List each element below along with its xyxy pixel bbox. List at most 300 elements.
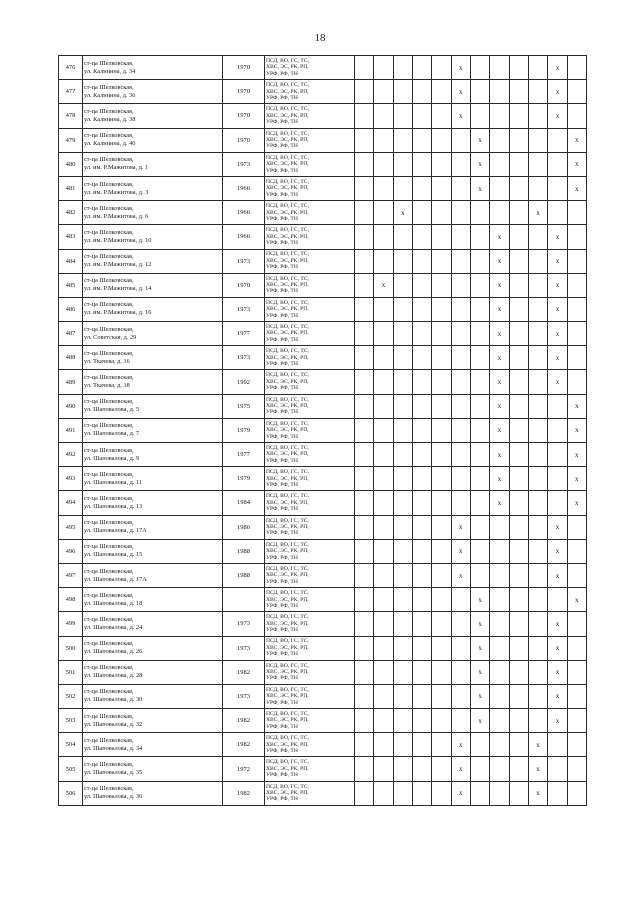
period-mark-cell xyxy=(412,249,431,273)
period-mark-cell xyxy=(470,733,489,757)
period-mark-cell xyxy=(355,249,374,273)
period-mark-cell xyxy=(393,588,412,612)
period-mark-cell xyxy=(528,660,547,684)
period-mark-cell: x xyxy=(451,515,470,539)
work-types-line: УРФ, РФ, ТН xyxy=(266,554,298,561)
period-mark-cell xyxy=(451,684,470,708)
work-types-cell xyxy=(265,757,355,781)
period-mark-cell xyxy=(567,346,586,370)
work-types-cell xyxy=(265,201,355,225)
period-mark-cell: x xyxy=(393,201,412,225)
work-types-line: УРФ, РФ, ТН xyxy=(266,215,298,222)
period-mark-cell xyxy=(393,443,412,467)
period-mark-cell xyxy=(432,588,451,612)
period-mark-cell xyxy=(432,152,451,176)
period-mark-cell xyxy=(548,176,567,200)
year-cell: 1973 xyxy=(223,249,265,273)
period-mark-cell xyxy=(548,757,567,781)
period-mark-cell xyxy=(432,322,451,346)
period-mark-cell xyxy=(528,128,547,152)
period-mark-cell xyxy=(355,176,374,200)
period-mark-cell xyxy=(567,273,586,297)
address-line: ст-ца Шелковская, xyxy=(84,494,134,502)
work-types-line: УРФ, РФ, ТН xyxy=(266,288,298,295)
work-types-line: ХВС, ЭС, РК, РП, xyxy=(266,427,309,434)
address-cell xyxy=(83,709,223,733)
address-cell xyxy=(83,660,223,684)
period-mark-cell xyxy=(470,515,489,539)
work-types-line: ХВС, ЭС, РК, РП, xyxy=(266,475,309,482)
work-types-cell xyxy=(265,128,355,152)
row-number-cell: 504 xyxy=(59,733,83,757)
period-mark-cell xyxy=(490,588,509,612)
address-line: ст-ца Шелковская, xyxy=(84,688,134,696)
period-mark-cell xyxy=(548,467,567,491)
address-line: ул. Калинина, д. 40 xyxy=(84,140,136,148)
period-mark-cell xyxy=(567,539,586,563)
period-mark-cell: x xyxy=(490,322,509,346)
address-cell xyxy=(83,539,223,563)
period-mark-cell xyxy=(374,443,393,467)
row-number-cell: 485 xyxy=(59,273,83,297)
period-mark-cell xyxy=(432,781,451,805)
row-number-cell: 493 xyxy=(59,467,83,491)
period-mark-cell xyxy=(432,297,451,321)
period-mark-cell xyxy=(528,394,547,418)
work-types-line: ХВС, ЭС, РК, РП, xyxy=(266,499,309,506)
row-number-cell: 478 xyxy=(59,104,83,128)
year-cell: 1975 xyxy=(223,394,265,418)
period-mark-cell xyxy=(490,515,509,539)
address-line: ул. им. Р.Мажитова, д. 1 xyxy=(84,164,149,172)
period-mark-cell xyxy=(432,539,451,563)
period-mark-cell xyxy=(393,757,412,781)
table-row xyxy=(59,757,587,781)
period-mark-cell xyxy=(528,612,547,636)
table-row xyxy=(59,104,587,128)
period-mark-cell xyxy=(490,684,509,708)
work-types-line: ПСД, ВО, ГС, ТС, xyxy=(266,82,309,89)
row-number-cell: 506 xyxy=(59,781,83,805)
year-cell: 1970 xyxy=(223,128,265,152)
period-mark-cell xyxy=(548,418,567,442)
period-mark-cell xyxy=(470,781,489,805)
period-mark-cell xyxy=(509,709,528,733)
address-line: ул. Шаповалова, д. 17А xyxy=(84,527,147,535)
year-cell: 1982 xyxy=(223,660,265,684)
work-types-cell xyxy=(265,346,355,370)
period-mark-cell xyxy=(374,322,393,346)
period-mark-cell: x xyxy=(490,370,509,394)
period-mark-cell xyxy=(470,201,489,225)
year-cell: 1986 xyxy=(223,515,265,539)
period-mark-cell xyxy=(567,636,586,660)
year-cell: 1973 xyxy=(223,636,265,660)
table-row xyxy=(59,709,587,733)
housing-register-table xyxy=(58,55,587,806)
table-row xyxy=(59,588,587,612)
table-row xyxy=(59,370,587,394)
period-mark-cell xyxy=(412,781,431,805)
period-mark-cell xyxy=(470,297,489,321)
period-mark-cell xyxy=(412,394,431,418)
period-mark-cell xyxy=(470,539,489,563)
period-mark-cell xyxy=(509,128,528,152)
period-mark-cell xyxy=(567,370,586,394)
work-types-cell xyxy=(265,684,355,708)
work-types-cell xyxy=(265,370,355,394)
period-mark-cell xyxy=(393,684,412,708)
period-mark-cell xyxy=(355,660,374,684)
work-types-line: УРФ, РФ, ТН xyxy=(266,433,298,440)
address-cell xyxy=(83,104,223,128)
period-mark-cell xyxy=(451,249,470,273)
table-row xyxy=(59,660,587,684)
work-types-line: ПСД, ВО, ГС, ТС, xyxy=(266,57,309,64)
address-line: ст-ца Шелковская, xyxy=(84,519,134,527)
address-line: ст-ца Шелковская, xyxy=(84,398,134,406)
address-line: ул. Шаповалова, д. 17А xyxy=(84,575,147,583)
work-types-line: ПСД, ВО, ГС, ТС, xyxy=(266,130,309,137)
work-types-line: ХВС, ЭС, РК, РП, xyxy=(266,112,309,119)
address-cell xyxy=(83,491,223,515)
period-mark-cell xyxy=(412,733,431,757)
address-cell xyxy=(83,273,223,297)
work-types-line: УРФ, РФ, ТН xyxy=(266,506,298,513)
address-line: ул. Калинина, д. 36 xyxy=(84,91,136,99)
work-types-line: ХВС, ЭС, РК, РП, xyxy=(266,378,309,385)
work-types-line: ПСД, ВО, ГС, ТС, xyxy=(266,590,309,597)
address-line: ст-ца Шелковская, xyxy=(84,785,134,793)
work-types-cell xyxy=(265,80,355,104)
period-mark-cell xyxy=(393,297,412,321)
period-mark-cell: x xyxy=(548,80,567,104)
period-mark-cell xyxy=(393,225,412,249)
period-mark-cell xyxy=(374,660,393,684)
period-mark-cell xyxy=(509,346,528,370)
address-cell xyxy=(83,443,223,467)
work-types-line: ХВС, ЭС, РК, РП, xyxy=(266,403,309,410)
period-mark-cell xyxy=(432,80,451,104)
row-number-cell: 498 xyxy=(59,588,83,612)
work-types-line: УРФ, РФ, ТН xyxy=(266,264,298,271)
period-mark-cell xyxy=(374,225,393,249)
address-line: ст-ца Шелковская, xyxy=(84,156,134,164)
year-cell: 1984 xyxy=(223,491,265,515)
period-mark-cell xyxy=(412,273,431,297)
work-types-line: УРФ, РФ, ТН xyxy=(266,723,298,730)
work-types-cell xyxy=(265,491,355,515)
work-types-line: ПСД, ВО, ГС, ТС, xyxy=(266,493,309,500)
period-mark-cell xyxy=(355,225,374,249)
period-mark-cell: x xyxy=(490,394,509,418)
period-mark-cell xyxy=(432,491,451,515)
address-line: ст-ца Шелковская, xyxy=(84,253,134,261)
address-cell xyxy=(83,588,223,612)
period-mark-cell xyxy=(567,709,586,733)
row-number-cell: 489 xyxy=(59,370,83,394)
period-mark-cell xyxy=(412,152,431,176)
row-number-cell: 495 xyxy=(59,515,83,539)
period-mark-cell xyxy=(432,612,451,636)
work-types-line: ПСД, ВО, ГС, ТС, xyxy=(266,469,309,476)
period-mark-cell: x xyxy=(548,322,567,346)
period-mark-cell xyxy=(412,660,431,684)
row-number-cell: 502 xyxy=(59,684,83,708)
period-mark-cell xyxy=(451,201,470,225)
address-cell xyxy=(83,418,223,442)
period-mark-cell xyxy=(393,733,412,757)
work-types-line: ХВС, ЭС, РК, РП, xyxy=(266,693,309,700)
period-mark-cell xyxy=(528,104,547,128)
period-mark-cell xyxy=(528,56,547,80)
table-row xyxy=(59,781,587,805)
period-mark-cell: x xyxy=(528,201,547,225)
work-types-cell xyxy=(265,176,355,200)
address-line: ул. им. Р.Мажитова, д. 6 xyxy=(84,212,149,220)
period-mark-cell xyxy=(509,322,528,346)
address-cell xyxy=(83,322,223,346)
address-cell xyxy=(83,370,223,394)
period-mark-cell xyxy=(490,201,509,225)
period-mark-cell xyxy=(528,80,547,104)
period-mark-cell: x xyxy=(548,636,567,660)
period-mark-cell xyxy=(567,684,586,708)
period-mark-cell xyxy=(393,128,412,152)
period-mark-cell xyxy=(374,612,393,636)
period-mark-cell xyxy=(393,515,412,539)
work-types-cell xyxy=(265,249,355,273)
period-mark-cell: x xyxy=(470,709,489,733)
work-types-line: УРФ, РФ, ТН xyxy=(266,578,298,585)
period-mark-cell xyxy=(509,56,528,80)
table-row xyxy=(59,152,587,176)
period-mark-cell xyxy=(470,104,489,128)
year-cell: 1966 xyxy=(223,201,265,225)
period-mark-cell xyxy=(374,128,393,152)
period-mark-cell xyxy=(528,225,547,249)
period-mark-cell xyxy=(393,636,412,660)
period-mark-cell xyxy=(355,684,374,708)
period-mark-cell xyxy=(490,660,509,684)
period-mark-cell xyxy=(509,176,528,200)
work-types-line: ПСД, ВО, ГС, ТС, xyxy=(266,614,309,621)
period-mark-cell xyxy=(412,346,431,370)
work-types-cell xyxy=(265,781,355,805)
work-types-cell xyxy=(265,152,355,176)
period-mark-cell: x xyxy=(548,370,567,394)
period-mark-cell xyxy=(509,515,528,539)
period-mark-cell: x xyxy=(548,225,567,249)
period-mark-cell xyxy=(355,370,374,394)
period-mark-cell xyxy=(490,128,509,152)
work-types-line: ПСД, ВО, ГС, ТС, xyxy=(266,396,309,403)
period-mark-cell xyxy=(451,491,470,515)
address-line: ст-ца Шелковская, xyxy=(84,83,134,91)
period-mark-cell xyxy=(509,249,528,273)
row-number-cell: 494 xyxy=(59,491,83,515)
period-mark-cell xyxy=(509,757,528,781)
work-types-line: ХВС, ЭС, РК, РП, xyxy=(266,451,309,458)
address-cell xyxy=(83,684,223,708)
address-line: ул. Шаповалова, д. 26 xyxy=(84,648,143,656)
period-mark-cell: x xyxy=(548,104,567,128)
period-mark-cell: x xyxy=(548,56,567,80)
work-types-line: УРФ, РФ, ТН xyxy=(266,70,298,77)
year-cell: 1972 xyxy=(223,757,265,781)
period-mark-cell xyxy=(470,757,489,781)
period-mark-cell xyxy=(355,539,374,563)
period-mark-cell xyxy=(548,128,567,152)
work-types-line: ХВС, ЭС, РК, РП, xyxy=(266,330,309,337)
period-mark-cell xyxy=(374,588,393,612)
period-mark-cell: x xyxy=(567,128,586,152)
year-cell: 1977 xyxy=(223,443,265,467)
work-types-line: ПСД, ВО, ГС, ТС, xyxy=(266,324,309,331)
year-cell: 1973 xyxy=(223,152,265,176)
period-mark-cell: x xyxy=(451,757,470,781)
work-types-cell xyxy=(265,636,355,660)
period-mark-cell xyxy=(509,225,528,249)
address-cell xyxy=(83,249,223,273)
period-mark-cell xyxy=(355,418,374,442)
period-mark-cell xyxy=(432,176,451,200)
address-cell xyxy=(83,636,223,660)
period-mark-cell xyxy=(374,539,393,563)
row-number-cell: 479 xyxy=(59,128,83,152)
work-types-line: ПСД, ВО, ГС, ТС, xyxy=(266,541,309,548)
table-row xyxy=(59,225,587,249)
period-mark-cell: x xyxy=(451,733,470,757)
year-cell: 1973 xyxy=(223,684,265,708)
period-mark-cell xyxy=(412,491,431,515)
row-number-cell: 477 xyxy=(59,80,83,104)
address-cell xyxy=(83,346,223,370)
address-line: ст-ца Шелковская, xyxy=(84,446,134,454)
period-mark-cell xyxy=(451,322,470,346)
table-row xyxy=(59,684,587,708)
period-mark-cell xyxy=(374,733,393,757)
row-number-cell: 483 xyxy=(59,225,83,249)
address-cell xyxy=(83,128,223,152)
period-mark-cell xyxy=(528,588,547,612)
year-cell xyxy=(223,588,265,612)
work-types-line: ПСД, ВО, ГС, ТС, xyxy=(266,106,309,113)
row-number-cell: 484 xyxy=(59,249,83,273)
period-mark-cell xyxy=(355,491,374,515)
period-mark-cell xyxy=(412,636,431,660)
address-line: ул. Шаповалова, д. 7 xyxy=(84,430,140,438)
period-mark-cell: x xyxy=(490,273,509,297)
year-cell: 1973 xyxy=(223,612,265,636)
period-mark-cell xyxy=(374,636,393,660)
period-mark-cell xyxy=(412,370,431,394)
year-cell: 1982 xyxy=(223,781,265,805)
work-types-line: ХВС, ЭС, РК, РП, xyxy=(266,354,309,361)
period-mark-cell xyxy=(567,225,586,249)
period-mark-cell xyxy=(451,418,470,442)
period-mark-cell xyxy=(412,56,431,80)
period-mark-cell xyxy=(393,370,412,394)
work-types-line: ПСД, ВО, ГС, ТС, xyxy=(266,251,309,258)
work-types-line: ПСД, ВО, ГС, ТС, xyxy=(266,178,309,185)
work-types-cell xyxy=(265,660,355,684)
period-mark-cell: x xyxy=(567,176,586,200)
period-mark-cell xyxy=(509,418,528,442)
period-mark-cell xyxy=(490,709,509,733)
work-types-line: ПСД, ВО, ГС, ТС, xyxy=(266,372,309,379)
period-mark-cell xyxy=(528,152,547,176)
period-mark-cell xyxy=(528,322,547,346)
row-number-cell: 499 xyxy=(59,612,83,636)
period-mark-cell: x xyxy=(374,273,393,297)
address-cell xyxy=(83,152,223,176)
period-mark-cell xyxy=(567,563,586,587)
address-line: ул. Шаповалова, д. 28 xyxy=(84,672,143,680)
period-mark-cell xyxy=(509,612,528,636)
table-row xyxy=(59,346,587,370)
period-mark-cell xyxy=(470,80,489,104)
period-mark-cell xyxy=(528,443,547,467)
address-line: ул. им. Р.Мажитова, д. 10 xyxy=(84,236,152,244)
period-mark-cell xyxy=(412,297,431,321)
period-mark-cell xyxy=(470,491,489,515)
year-cell: 1988 xyxy=(223,563,265,587)
period-mark-cell xyxy=(490,757,509,781)
work-types-cell xyxy=(265,104,355,128)
address-line: ул. Шаповалова, д. 5 xyxy=(84,406,140,414)
period-mark-cell xyxy=(355,322,374,346)
period-mark-cell xyxy=(432,467,451,491)
period-mark-cell xyxy=(393,346,412,370)
work-types-cell xyxy=(265,467,355,491)
year-cell: 1979 xyxy=(223,418,265,442)
work-types-line: ХВС, ЭС, РК, РП, xyxy=(266,185,309,192)
table-row xyxy=(59,733,587,757)
address-line: ул. им. Р.Мажитова, д. 3 xyxy=(84,188,149,196)
period-mark-cell xyxy=(528,297,547,321)
period-mark-cell xyxy=(412,612,431,636)
period-mark-cell xyxy=(412,418,431,442)
row-number-cell: 487 xyxy=(59,322,83,346)
period-mark-cell xyxy=(355,757,374,781)
period-mark-cell xyxy=(412,539,431,563)
period-mark-cell: x xyxy=(470,684,489,708)
period-mark-cell xyxy=(374,104,393,128)
year-cell: 1973 xyxy=(223,346,265,370)
period-mark-cell xyxy=(374,781,393,805)
period-mark-cell xyxy=(393,80,412,104)
period-mark-cell xyxy=(451,273,470,297)
work-types-line: ХВС, ЭС, РК, РП, xyxy=(266,161,309,168)
year-cell: 1977 xyxy=(223,322,265,346)
table-row xyxy=(59,443,587,467)
work-types-line: УРФ, РФ, ТН xyxy=(266,530,298,537)
work-types-line: ХВС, ЭС, РК, РП, xyxy=(266,644,309,651)
year-cell: 1988 xyxy=(223,539,265,563)
period-mark-cell xyxy=(548,443,567,467)
work-types-line: УРФ, РФ, ТН xyxy=(266,796,298,803)
period-mark-cell xyxy=(432,636,451,660)
year-cell: 1970 xyxy=(223,104,265,128)
period-mark-cell: x xyxy=(470,588,489,612)
work-types-line: ПСД, ВО, ГС, ТС, xyxy=(266,565,309,572)
work-types-line: ПСД, ВО, ГС, ТС, xyxy=(266,203,309,210)
work-types-cell xyxy=(265,418,355,442)
work-types-line: ХВС, ЭС, РК, РП, xyxy=(266,572,309,579)
period-mark-cell xyxy=(567,297,586,321)
period-mark-cell xyxy=(355,612,374,636)
